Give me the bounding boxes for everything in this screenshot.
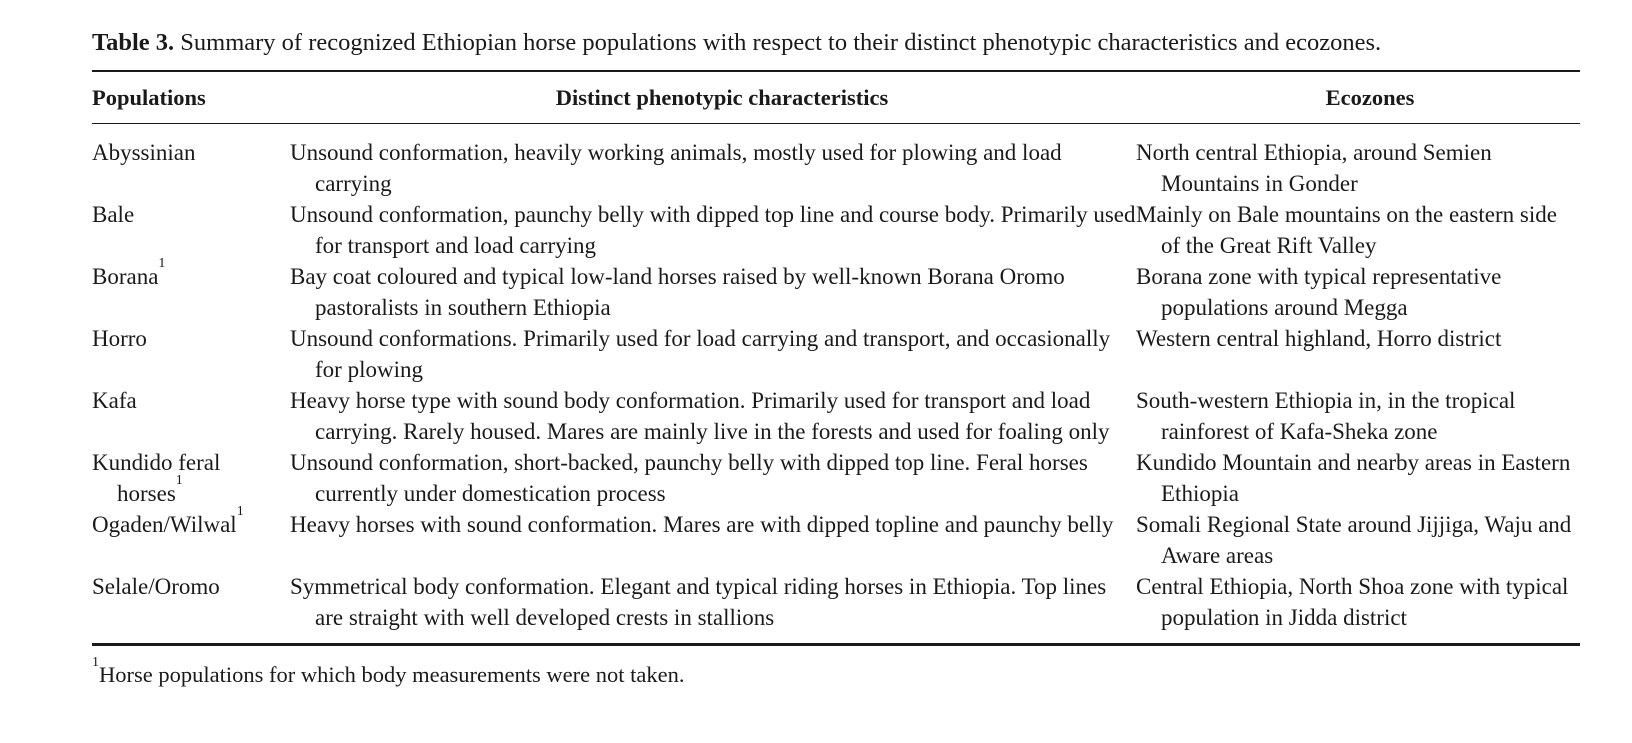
population-cell (92, 385, 290, 447)
population-cell (92, 571, 290, 633)
population-name: Horro (92, 326, 147, 351)
ecozone-cell: Kundido Mountain and nearby areas in Eastern Ethiopia (1136, 450, 1571, 506)
population-cell (92, 256, 290, 323)
ecozone-cell: Central Ethiopia, North Shoa zone with typical population in Jidda district (1136, 574, 1569, 630)
population-name: Kundido feral horses (92, 450, 221, 506)
footnote-marker: 1 (236, 504, 244, 519)
table-body (92, 124, 1580, 646)
population-cell (92, 137, 290, 199)
header-ecozones: Ecozones (1325, 84, 1415, 110)
characteristics-cell: Unsound conformations. Primarily used for load carrying and transport, and occasionally for plowing (290, 326, 1111, 382)
header-characteristics: Distinct phenotypic characteristics (555, 84, 889, 110)
table-row (92, 256, 1580, 323)
characteristics-cell: Unsound conformation, paunchy belly with dipped top line and course body. Primarily used for transport and load carrying (290, 202, 1136, 258)
table-row (92, 323, 1580, 385)
characteristics-cell: Heavy horse type with sound body conformation. Primarily used for transport and load carrying. Rarely housed. Mares are mainly live in the forests and used for foaling only (290, 388, 1110, 444)
population-name: Borana (92, 264, 159, 289)
table-header (92, 72, 1580, 124)
header-populations: Populations (92, 84, 206, 110)
table-row (92, 199, 1580, 261)
footnote-marker: 1 (175, 473, 183, 488)
characteristics-cell: Bay coat coloured and typical low-land horses raised by well-known Borana Oromo pastoralists in southern Ethiopia (290, 264, 1065, 320)
caption-text: Summary of recognized Ethiopian horse populations with respect to their distinct phenotypic characteristics and ecozones. (174, 29, 1382, 56)
population-cell (92, 199, 290, 261)
table-row (92, 385, 1580, 447)
population-name: Kafa (92, 388, 137, 413)
footnote-marker: 1 (158, 256, 166, 271)
table-row (92, 571, 1580, 633)
population-name: Ogaden/Wilwal (92, 512, 237, 537)
ecozone-cell: Borana zone with typical representative populations around Megga (1136, 264, 1502, 320)
characteristics-cell: Heavy horses with sound conformation. Mares are with dipped topline and paunchy belly (290, 512, 1114, 537)
ecozone-cell: South-western Ethiopia in, in the tropical rainforest of Kafa-Sheka zone (1136, 388, 1516, 444)
table-container (92, 26, 1580, 690)
characteristics-cell: Symmetrical body conformation. Elegant and typical riding horses in Ethiopia. Top lines are straight with well developed crests in stallions (290, 574, 1107, 630)
population-name: Selale/Oromo (92, 574, 220, 599)
population-name: Abyssinian (92, 140, 196, 165)
population-name: Bale (92, 202, 135, 227)
footnote-text: Horse populations for which body measurements were not taken. (99, 662, 685, 687)
caption-label: Table 3. (92, 29, 175, 56)
table-caption (92, 26, 1580, 60)
table-footnote (92, 655, 1580, 690)
population-cell (92, 447, 290, 509)
footnote-mark: 1 (92, 655, 99, 670)
characteristics-cell: Unsound conformation, short-backed, paunchy belly with dipped top line. Feral horses currently under domestication process (290, 450, 1088, 506)
table-row (92, 137, 1580, 199)
ecozone-cell: Western central highland, Horro district (1136, 326, 1502, 351)
ecozone-cell: North central Ethiopia, around Semien Mountains in Gonder (1136, 140, 1492, 196)
characteristics-cell: Unsound conformation, heavily working animals, mostly used for plowing and load carrying (290, 140, 1062, 196)
table-row (92, 504, 1580, 571)
table-row (92, 447, 1580, 509)
population-cell (92, 323, 290, 385)
ecozone-cell: Mainly on Bale mountains on the eastern side of the Great Rift Valley (1136, 202, 1557, 258)
ecozone-cell: Somali Regional State around Jijjiga, Waju and Aware areas (1136, 512, 1572, 568)
population-cell (92, 504, 290, 571)
